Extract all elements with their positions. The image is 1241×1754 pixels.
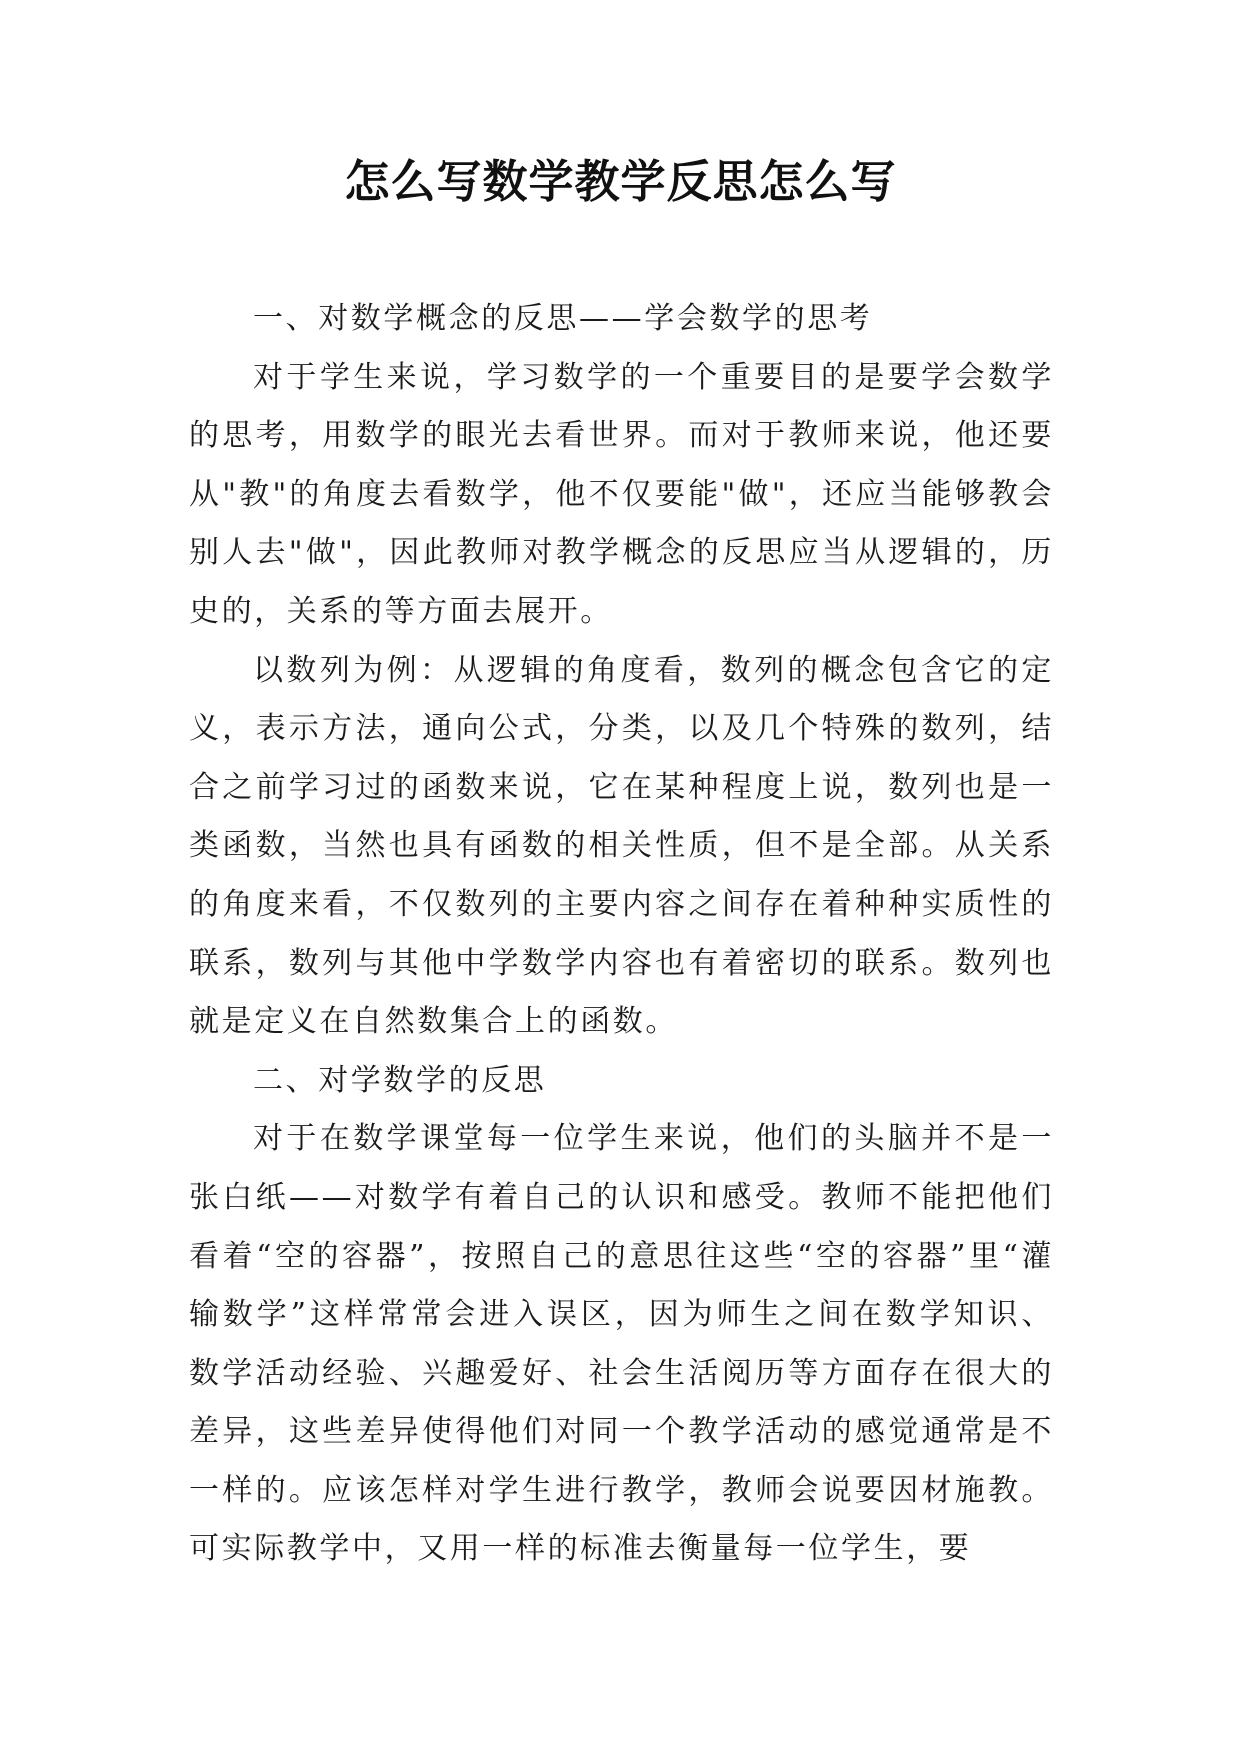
document-title: 怎么写数学教学反思怎么写 <box>344 155 897 208</box>
document-body <box>189 290 1054 1579</box>
body-paragraph: 以数列为例：从逻辑的角度看，数列的概念包含它的定义，表示方法，通向公式，分类，以及几个特殊的数列，结合之前学习过的函数来说，它在某种程度上说，数列也是一类函数，当然也具有函数的相关性质，但不是全部。从关系的角度来看，不仅数列的主要内容之间存在着种种实质性的联系，数列与其他中学数学内容也有着密切的联系。数列也就是定义在自然数集合上的函数。 <box>189 652 1054 1040</box>
body-paragraph: 对于学生来说，学习数学的一个重要目的是要学会数学的思考，用数学的眼光去看世界。而对于教师来说，他还要从"教"的角度去看数学，他不仅要能"做"，还应当能够教会别人去"做"，因此教师对教学概念的反思应当从逻辑的，历史的，关系的等方面去展开。 <box>189 359 1054 629</box>
section-heading: 二、对学数学的反思 <box>253 1062 547 1098</box>
body-paragraph: 对于在数学课堂每一位学生来说，他们的头脑并不是一张白纸——对数学有着自己的认识和感受。教师不能把他们看着“空的容器”，按照自己的意思往这些“空的容器”里“灌输数学”这样常常会进入误区，因为师生之间在数学知识、数学活动经验、兴趣爱好、社会生活阅历等方面存在很大的差异，这些差异使得他们对同一个教学活动的感觉通常是不一样的。应该怎样对学生进行教学，教师会说要因材施教。可实际教学中，又用一样的标准去衡量每一位学生，要 <box>189 1121 1054 1567</box>
section-heading: 一、对数学概念的反思——学会数学的思考 <box>253 301 873 336</box>
